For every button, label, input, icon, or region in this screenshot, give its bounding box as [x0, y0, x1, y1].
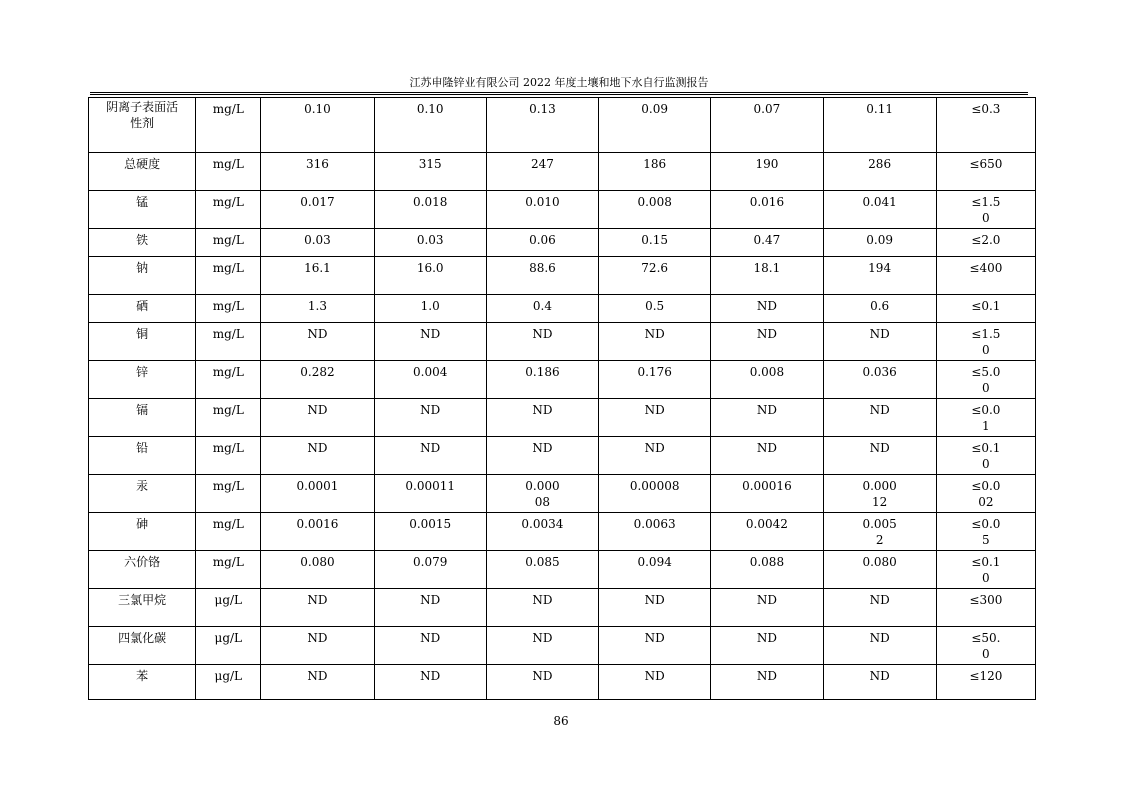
value-cell: 315	[374, 153, 486, 191]
unit-cell: mg/L	[196, 551, 261, 589]
value-cell: 186	[599, 153, 711, 191]
value-cell: 0.186	[486, 361, 598, 399]
value-cell: 0.10	[374, 98, 486, 153]
value-cell: 0.088	[711, 551, 823, 589]
value-cell: 0.0016	[261, 513, 374, 551]
unit-cell: mg/L	[196, 323, 261, 361]
value-cell: ND	[261, 323, 374, 361]
table-row	[89, 513, 1036, 551]
value-cell: 0.00011	[374, 475, 486, 513]
value-cell: 72.6	[599, 257, 711, 295]
value-cell: 88.6	[486, 257, 598, 295]
value-cell: 0.282	[261, 361, 374, 399]
value-cell: ND	[599, 627, 711, 665]
value-cell: 0.008	[599, 191, 711, 229]
value-cell: 316	[261, 153, 374, 191]
value-cell: ND	[823, 323, 936, 361]
parameter-name: 汞	[89, 475, 196, 513]
value-cell: 0.004	[374, 361, 486, 399]
header-title: 江苏申隆锌业有限公司 2022 年度土壤和地下水自行监测报告	[409, 76, 709, 89]
unit-cell: mg/L	[196, 229, 261, 257]
standard-limit: ≤2.0	[936, 229, 1035, 257]
standard-limit: ≤400	[936, 257, 1035, 295]
value-cell: ND	[486, 323, 598, 361]
value-cell: ND	[823, 665, 936, 700]
table-row	[89, 257, 1036, 295]
value-cell: 0.041	[823, 191, 936, 229]
value-cell: 0.03	[374, 229, 486, 257]
standard-limit: ≤120	[936, 665, 1035, 700]
value-cell: ND	[261, 437, 374, 475]
standard-limit: ≤1.50	[936, 323, 1035, 361]
value-cell: 0.0001	[261, 475, 374, 513]
unit-cell: mg/L	[196, 437, 261, 475]
value-cell: 16.0	[374, 257, 486, 295]
unit-cell: mg/L	[196, 295, 261, 323]
value-cell: ND	[261, 665, 374, 700]
parameter-name: 三氯甲烷	[89, 589, 196, 627]
value-cell: 0.080	[261, 551, 374, 589]
value-cell: 0.06	[486, 229, 598, 257]
value-cell: 0.017	[261, 191, 374, 229]
parameter-name: 总硬度	[89, 153, 196, 191]
value-cell: 0.0052	[823, 513, 936, 551]
unit-cell: mg/L	[196, 361, 261, 399]
value-cell: 0.15	[599, 229, 711, 257]
parameter-name: 六价铬	[89, 551, 196, 589]
table-row	[89, 399, 1036, 437]
value-cell: 0.010	[486, 191, 598, 229]
value-cell: ND	[711, 665, 823, 700]
parameter-name: 苯	[89, 665, 196, 700]
standard-limit: ≤650	[936, 153, 1035, 191]
standard-limit: ≤0.1	[936, 295, 1035, 323]
value-cell: ND	[711, 295, 823, 323]
table-row	[89, 589, 1036, 627]
standard-limit: ≤300	[936, 589, 1035, 627]
value-cell: 0.4	[486, 295, 598, 323]
parameter-name: 锌	[89, 361, 196, 399]
value-cell: 16.1	[261, 257, 374, 295]
value-cell: ND	[599, 399, 711, 437]
value-cell: 0.0063	[599, 513, 711, 551]
parameter-name: 钠	[89, 257, 196, 295]
table-row	[89, 551, 1036, 589]
unit-cell: μg/L	[196, 665, 261, 700]
unit-cell: μg/L	[196, 589, 261, 627]
value-cell: ND	[261, 589, 374, 627]
value-cell: 0.6	[823, 295, 936, 323]
unit-cell: mg/L	[196, 475, 261, 513]
value-cell: 0.036	[823, 361, 936, 399]
value-cell: ND	[261, 627, 374, 665]
value-cell: ND	[599, 323, 711, 361]
value-cell: 18.1	[711, 257, 823, 295]
value-cell: ND	[374, 323, 486, 361]
value-cell: 0.018	[374, 191, 486, 229]
value-cell: 0.09	[599, 98, 711, 153]
value-cell: ND	[374, 665, 486, 700]
value-cell: 0.03	[261, 229, 374, 257]
standard-limit: ≤50.0	[936, 627, 1035, 665]
table-row	[89, 665, 1036, 700]
page-number: 86	[553, 714, 569, 728]
value-cell: ND	[486, 437, 598, 475]
value-cell: 0.079	[374, 551, 486, 589]
value-cell: 0.00012	[823, 475, 936, 513]
value-cell: 286	[823, 153, 936, 191]
unit-cell: μg/L	[196, 627, 261, 665]
unit-cell: mg/L	[196, 513, 261, 551]
value-cell: ND	[486, 589, 598, 627]
standard-limit: ≤5.00	[936, 361, 1035, 399]
value-cell: ND	[486, 665, 598, 700]
value-cell: ND	[711, 437, 823, 475]
value-cell: 0.085	[486, 551, 598, 589]
value-cell: 0.0015	[374, 513, 486, 551]
table-row	[89, 191, 1036, 229]
table-row	[89, 98, 1036, 153]
value-cell: 0.080	[823, 551, 936, 589]
page-footer	[0, 714, 1122, 728]
value-cell: ND	[823, 589, 936, 627]
value-cell: ND	[486, 399, 598, 437]
value-cell: ND	[823, 627, 936, 665]
unit-cell: mg/L	[196, 257, 261, 295]
value-cell: 0.0034	[486, 513, 598, 551]
table-row	[89, 437, 1036, 475]
value-cell: ND	[711, 399, 823, 437]
value-cell: 0.13	[486, 98, 598, 153]
value-cell: ND	[486, 627, 598, 665]
value-cell: ND	[823, 437, 936, 475]
value-cell: ND	[599, 437, 711, 475]
table-row	[89, 627, 1036, 665]
standard-limit: ≤0.002	[936, 475, 1035, 513]
value-cell: ND	[711, 323, 823, 361]
value-cell: ND	[374, 589, 486, 627]
unit-cell: mg/L	[196, 399, 261, 437]
table-row	[89, 361, 1036, 399]
unit-cell: mg/L	[196, 98, 261, 153]
unit-cell: mg/L	[196, 153, 261, 191]
standard-limit: ≤0.10	[936, 551, 1035, 589]
value-cell: 0.07	[711, 98, 823, 153]
value-cell: ND	[599, 589, 711, 627]
value-cell: 0.09	[823, 229, 936, 257]
parameter-name: 阴离子表面活性剂	[89, 98, 196, 153]
value-cell: ND	[711, 627, 823, 665]
page-header	[90, 74, 1028, 93]
table-body	[89, 98, 1036, 700]
standard-limit: ≤0.01	[936, 399, 1035, 437]
table-row	[89, 153, 1036, 191]
unit-cell: mg/L	[196, 191, 261, 229]
value-cell: 0.0042	[711, 513, 823, 551]
parameter-name: 铁	[89, 229, 196, 257]
parameter-name: 砷	[89, 513, 196, 551]
value-cell: ND	[374, 437, 486, 475]
table-row	[89, 295, 1036, 323]
value-cell: 0.016	[711, 191, 823, 229]
table-row	[89, 323, 1036, 361]
parameter-name: 四氯化碳	[89, 627, 196, 665]
value-cell: 0.00008	[599, 475, 711, 513]
parameter-name: 镉	[89, 399, 196, 437]
value-cell: 190	[711, 153, 823, 191]
table-row	[89, 475, 1036, 513]
value-cell: 194	[823, 257, 936, 295]
value-cell: 0.008	[711, 361, 823, 399]
parameter-name: 铅	[89, 437, 196, 475]
value-cell: ND	[374, 399, 486, 437]
value-cell: ND	[599, 665, 711, 700]
value-cell: 0.10	[261, 98, 374, 153]
value-cell: 0.176	[599, 361, 711, 399]
parameter-name: 铜	[89, 323, 196, 361]
value-cell: 0.094	[599, 551, 711, 589]
standard-limit: ≤0.05	[936, 513, 1035, 551]
standard-limit: ≤0.3	[936, 98, 1035, 153]
value-cell: 0.5	[599, 295, 711, 323]
standard-limit: ≤1.50	[936, 191, 1035, 229]
value-cell: 0.00016	[711, 475, 823, 513]
value-cell: 0.00008	[486, 475, 598, 513]
value-cell: 0.11	[823, 98, 936, 153]
value-cell: 1.0	[374, 295, 486, 323]
value-cell: ND	[374, 627, 486, 665]
table-row	[89, 229, 1036, 257]
value-cell: 1.3	[261, 295, 374, 323]
value-cell: ND	[711, 589, 823, 627]
monitoring-results-table	[88, 97, 1036, 700]
value-cell: ND	[261, 399, 374, 437]
value-cell: 247	[486, 153, 598, 191]
standard-limit: ≤0.10	[936, 437, 1035, 475]
value-cell: ND	[823, 399, 936, 437]
parameter-name: 锰	[89, 191, 196, 229]
value-cell: 0.47	[711, 229, 823, 257]
parameter-name: 硒	[89, 295, 196, 323]
